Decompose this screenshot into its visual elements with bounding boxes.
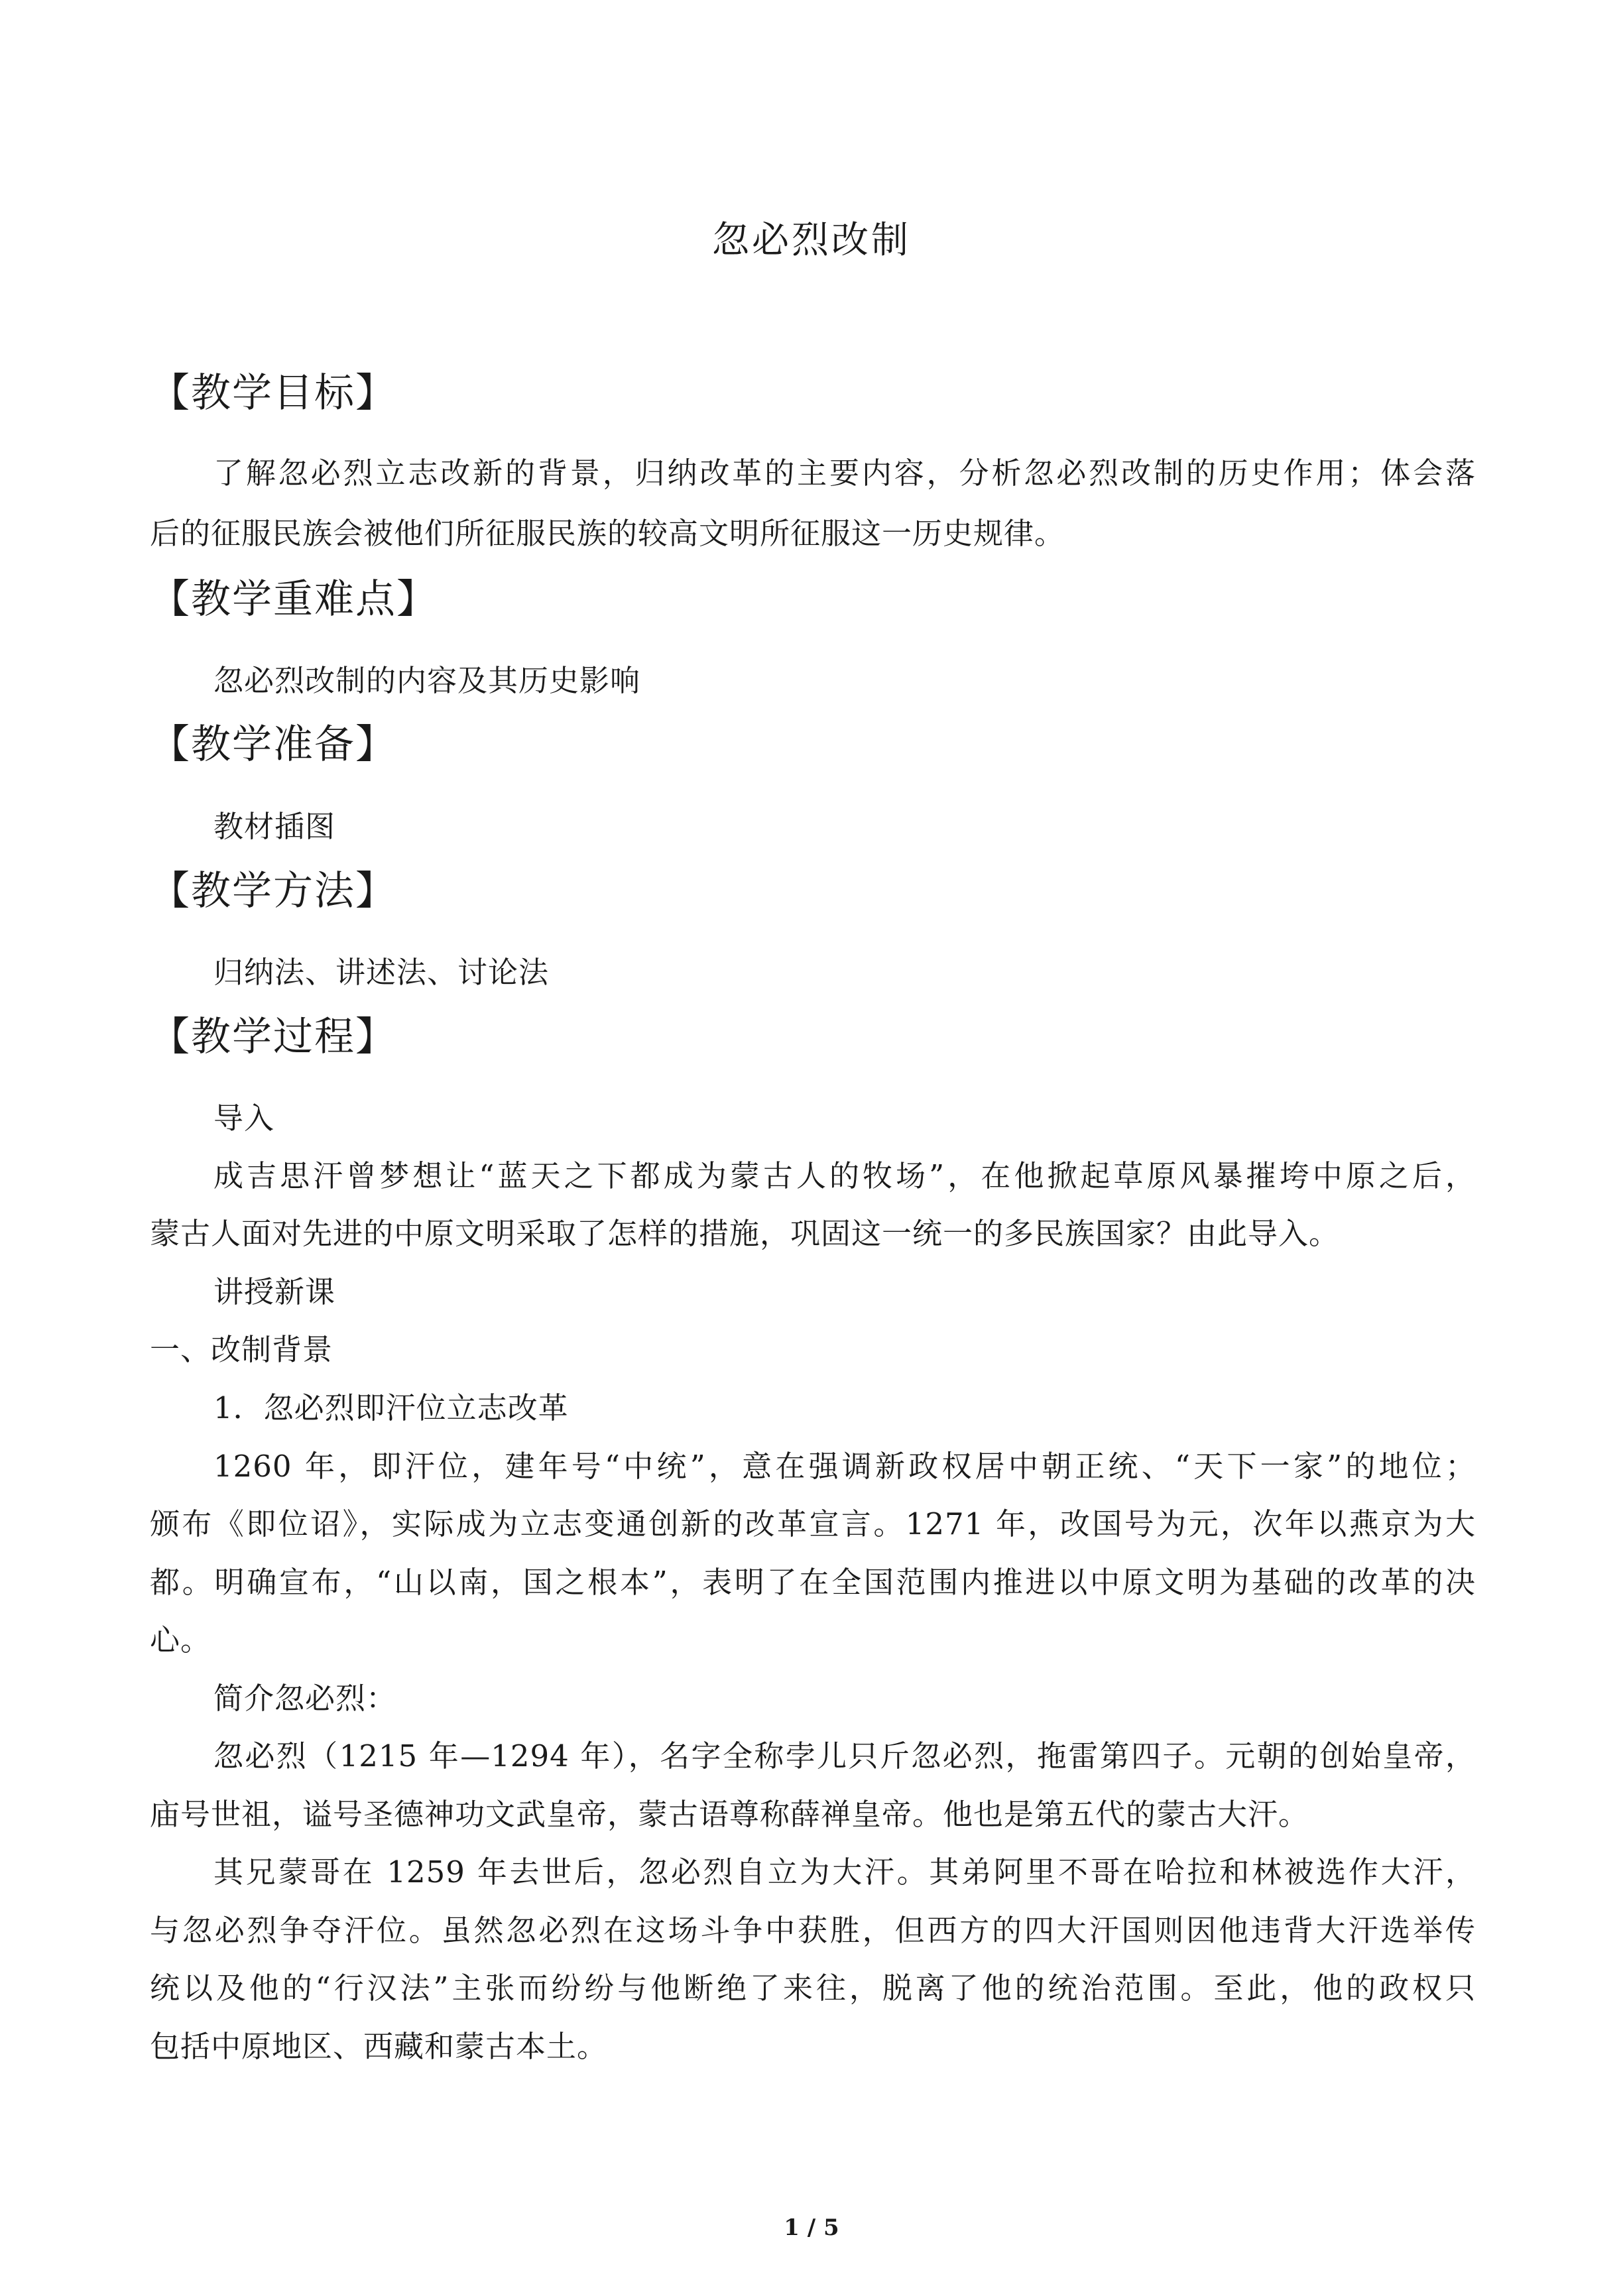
methods-text: 归纳法、讲述法、讨论法 (213, 955, 550, 990)
objectives-line-1: 了解忽必烈立志改新的背景，归纳改革的主要内容，分析忽必烈改制的历史作用；体会落 (213, 455, 1476, 491)
bio2-line-2: 与忽必烈争夺汗位。虽然忽必烈在这场斗争中获胜，但西方的四大汗国则因他违背大汗选举传 (150, 1913, 1476, 1948)
bio2-line-3: 统以及他的“行汉法”主张而纷纷与他断绝了来往，脱离了他的统治范围。至此，他的政权只 (150, 1970, 1476, 2006)
bio2-line-1: 其兄蒙哥在 1259 年去世后，忽必烈自立为大汗。其弟阿里不哥在哈拉和林被选作大汗， (213, 1854, 1476, 1890)
preparation-text: 教材插图 (213, 809, 336, 844)
item-1-line-4: 心。 (150, 1622, 211, 1658)
heading-methods: 【教学方法】 (150, 868, 396, 914)
intro-label: 导入 (213, 1101, 275, 1136)
intro-line-1: 成吉思汗曾梦想让“蓝天之下都成为蒙古人的牧场”，在他掀起草原风暴摧垮中原之后， (213, 1158, 1476, 1193)
bio2-line-4: 包括中原地区、西藏和蒙古本土。 (150, 2029, 608, 2064)
page-number: 1 / 5 (784, 2214, 839, 2241)
item-1-line-3: 都。明确宣布，“山以南，国之根本”，表明了在全国范围内推进以中原文明为基础的改革的决 (150, 1565, 1476, 1600)
heading-key-points: 【教学重难点】 (150, 576, 438, 623)
objectives-line-2: 后的征服民族会被他们所征服民族的较高文明所征服这一历史规律。 (150, 516, 1065, 551)
item-1-title: 1．忽必烈即汗位立志改革 (213, 1390, 569, 1425)
bio-line-1: 忽必烈（1215 年—1294 年），名字全称孛儿只斤忽必烈，拖雷第四子。元朝的创始皇帝， (213, 1738, 1476, 1774)
new-lesson-label: 讲授新课 (213, 1274, 336, 1309)
heading-process: 【教学过程】 (150, 1014, 396, 1060)
item-1-line-1: 1260 年，即汗位，建年号“中统”，意在强调新政权居中朝正统、“天下一家”的地位； (213, 1449, 1476, 1484)
intro-line-2: 蒙古人面对先进的中原文明采取了怎样的措施，巩固这一统一的多民族国家？由此导入。 (150, 1216, 1340, 1251)
heading-preparation: 【教学准备】 (150, 721, 396, 768)
item-1-line-2: 颁布《即位诏》，实际成为立志变通创新的改革宣言。1271 年，改国号为元，次年以燕京为大 (150, 1506, 1476, 1541)
part-1-title: 一、改制背景 (150, 1332, 333, 1367)
document-title: 忽必烈改制 (712, 219, 911, 262)
intro-kublai-label: 简介忽必烈： (213, 1681, 397, 1716)
key-points-text: 忽必烈改制的内容及其历史影响 (213, 663, 641, 698)
bio-line-2: 庙号世祖，谥号圣德神功文武皇帝，蒙古语尊称薛禅皇帝。他也是第五代的蒙古大汗。 (150, 1797, 1309, 1832)
heading-objectives: 【教学目标】 (150, 370, 396, 416)
